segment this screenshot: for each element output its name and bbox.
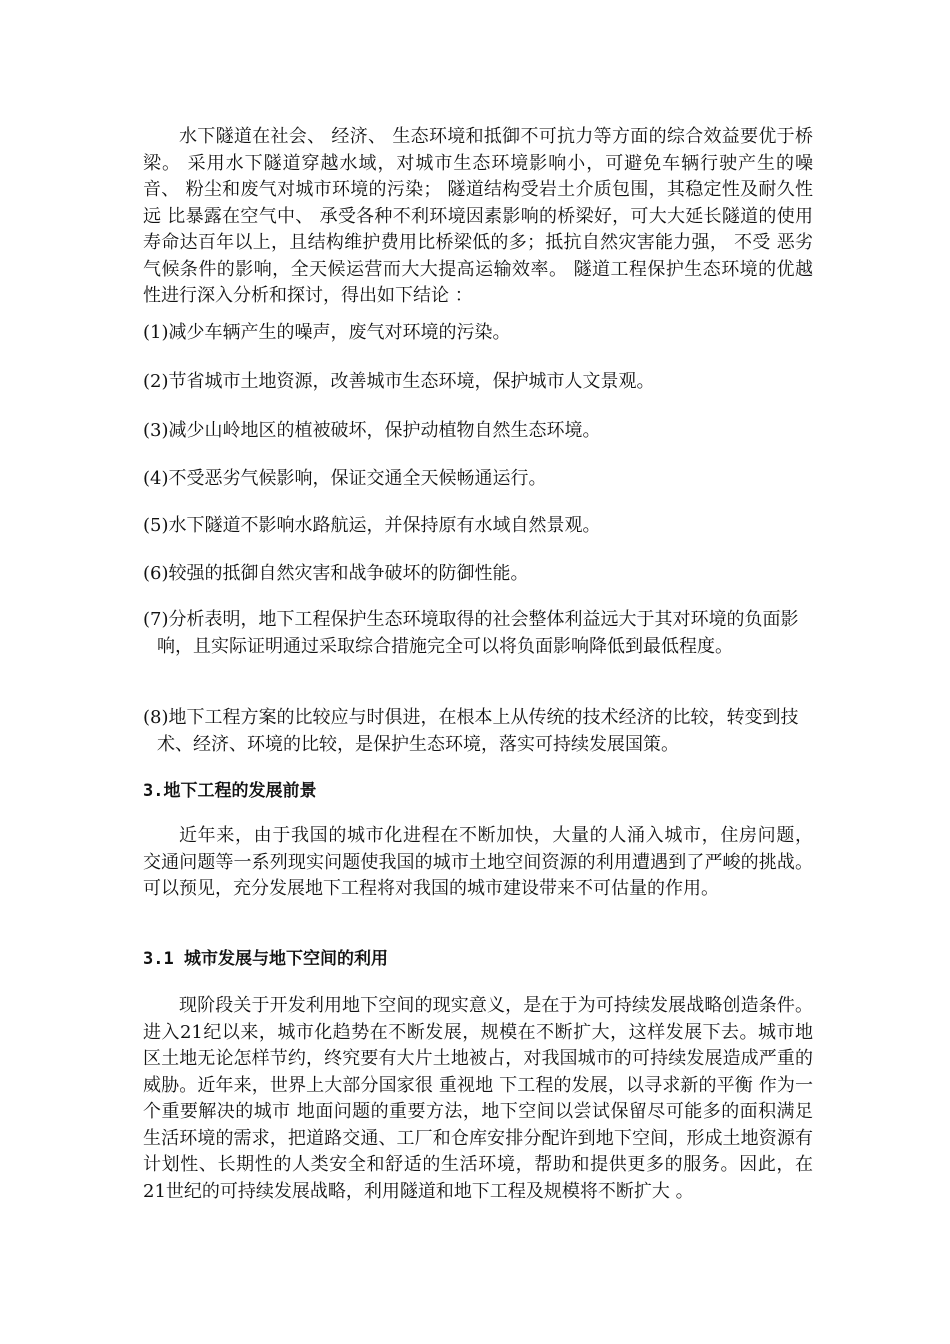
section-3-1-heading: 3.1 城市发展与地下空间的利用	[143, 949, 388, 969]
section-3-1-paragraph: 现阶段关于开发利用地下空间的现实意义，是在于为可持续发展战略创造条件。进入21纪以来，城市化趋势在不断发展，规模在不断扩大，这样发展下去。城市地 区土地无论怎样节约，终究要有大片土地被占，对我国城市的可持续发展造成严重的威胁。近年来，世界上大部分国家很 重视地 下工程的发展，以寻求新的平衡 作为一个重要解决的城市 地面问题的重要方法，地下空间以尝试保留尽可能多的面积满足生活环境的需求，把道路交通、工厂和仓库安排分配许到地下空间，形成土地资源有计划性、长期性的人类安全和舒适的生活环境，帮助和提供更多的服务。因此，在21世纪的可持续发展战略，利用隧道和地下工程及规模将不断扩大 。	[143, 995, 813, 1202]
conclusion-item-8: (8)地下工程方案的比较应与时俱进，在根本上从传统的技术经济的比较，转变到技术、经济、环境的比较，是保护生态环境，落实可持续发展国策。	[143, 707, 799, 755]
conclusion-item-3: (3)减少山岭地区的植被破坏，保护动植物自然生态环境。	[143, 420, 601, 441]
conclusion-item-2: (2)节省城市土地资源，改善城市生态环境，保护城市人文景观。	[143, 371, 655, 392]
conclusion-item-7: (7)分析表明，地下工程保护生态环境取得的社会整体利益远大于其对环境的负面影响，且实际证明通过采取综合措施完全可以将负面影响降低到最低程度。	[143, 609, 799, 657]
conclusion-item-6: (6)较强的抵御自然灾害和战争破坏的防御性能。	[143, 563, 529, 584]
conclusion-item-4: (4)不受恶劣气候影响，保证交通全天候畅通运行。	[143, 468, 547, 489]
section-3-heading: 3.地下工程的发展前景	[143, 781, 317, 801]
conclusion-item-1: (1)减少车辆产生的噪声，废气对环境的污染。	[143, 322, 511, 343]
conclusion-item-5: (5)水下隧道不影响水路航运，并保持原有水域自然景观。	[143, 515, 601, 536]
intro-paragraph: 水下隧道在社会、 经济、 生态环境和抵御不可抗力等方面的综合效益要优于桥梁。 采用水下隧道穿越水域，对城市生态环境影响小，可避免车辆行驶产生的噪音、 粉尘和废气对城市环境的污染； 隧道结构受岩土介质包围，其稳定性及耐久性远 比暴露在空气中、 承受各种不利环境因素影响的桥梁好，可大大延长隧道的使用寿命达百年以上，且结构维护费用比桥梁低的多；抵抗自然灾害能力强， 不受 恶劣气候条件的影响，全天候运营而大大提高运输效率。 隧道工程保护生态环境的优越性进行深入分析和探讨，得出如下结论 ：	[143, 126, 813, 306]
section-3-paragraph: 近年来，由于我国的城市化进程在不断加快，大量的人涌入城市，住房问题， 交通问题等一系列现实问题使我国的城市土地空间资源的利用遭遇到了严峻的挑战。可以预见，充分发展地下工程将对我国的城市建设带来不可估量的作用。	[143, 825, 813, 899]
